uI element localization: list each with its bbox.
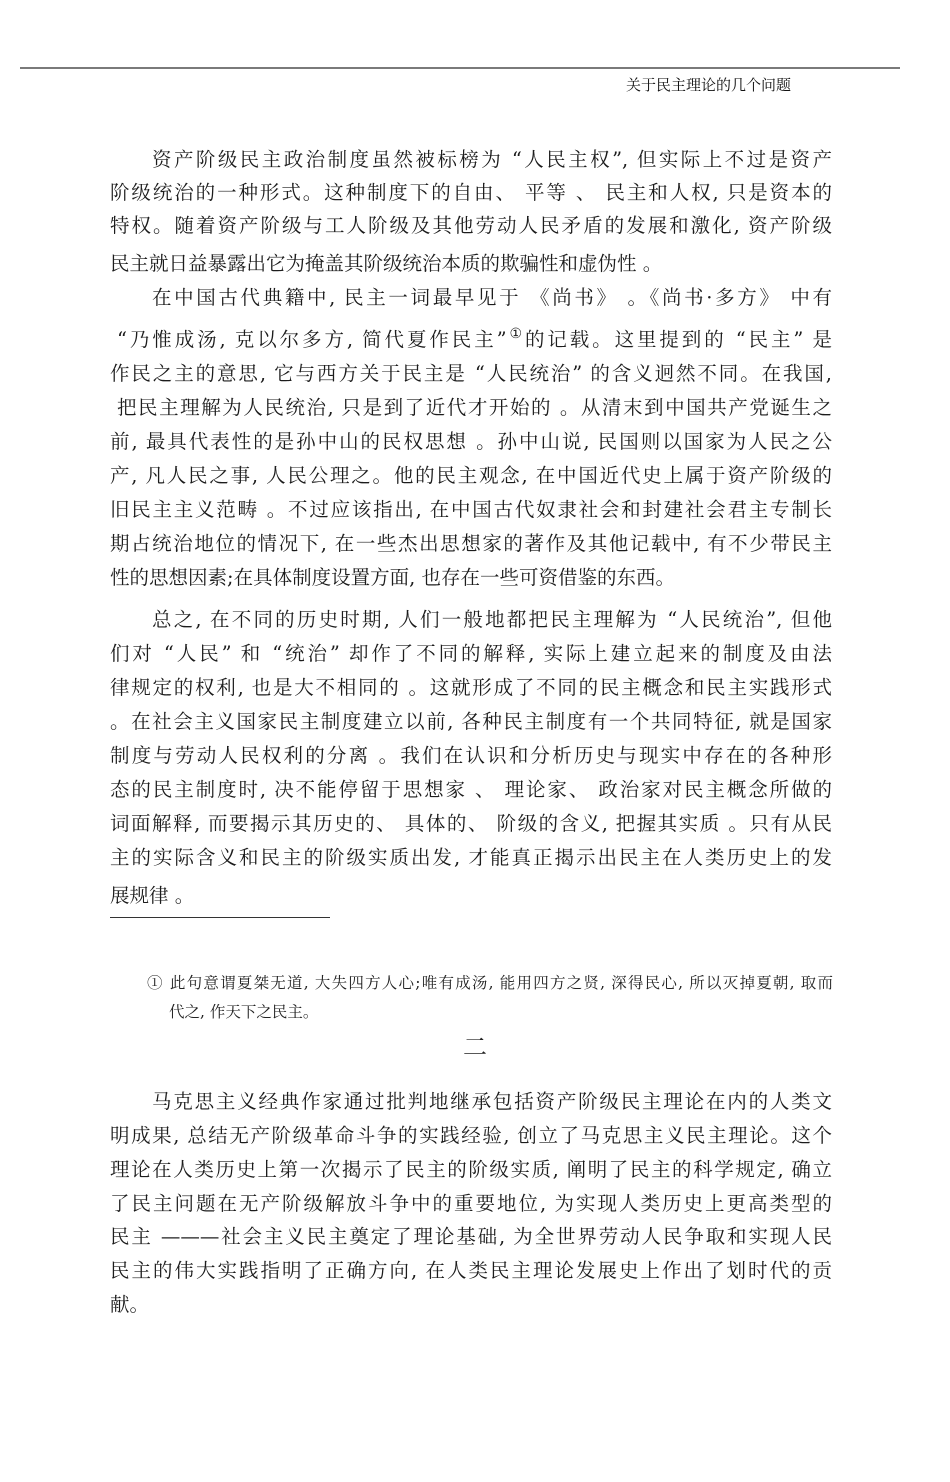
- paragraph-2-line-9: 性的思想因素;在具体制度设置方面, 也存在一些可资借鉴的东西。: [110, 566, 675, 589]
- paragraph-3-line-4: 。在社会主义国家民主制度建立以前, 各种民主制度有一个共同特征, 就是国家: [110, 710, 832, 733]
- section-line-6: 民主的伟大实践指明了正确方向, 在人类民主理论发展史上作出了划时代的贡: [110, 1259, 832, 1282]
- section-line-7: 献。: [110, 1293, 150, 1316]
- paragraph-3-line-6: 态的民主制度时, 决不能停留于思想家 、 理论家、 政治家对民主概念所做的: [110, 778, 832, 801]
- paragraph-1-line-4: 民主就日益暴露出它为掩盖其阶级统治本质的欺骗性和虚伪性 。: [110, 252, 663, 275]
- paragraph-2-line-5: 前, 最具代表性的是孙中山的民权思想 。孙中山说, 民国则以国家为人民之公: [110, 430, 832, 453]
- paragraph-3-line-3: 律规定的权利, 也是大不相同的 。这就形成了不同的民主概念和民主实践形式: [110, 676, 832, 699]
- running-title: 关于民主理论的几个问题: [626, 76, 792, 94]
- section-line-2: 明成果, 总结无产阶级革命斗争的实践经验, 创立了马克思主义民主理论。这个: [110, 1124, 832, 1147]
- section-line-4: 了民主问题在无产阶级解放斗争中的重要地位, 为实现人类历史上更高类型的: [110, 1192, 832, 1215]
- paragraph-1-line-3: 特权。随着资产阶级与工人阶级及其他劳动人民矛盾的发展和激化, 资产阶级: [110, 214, 832, 237]
- paragraph-3-line-8: 主的实际含义和民主的阶级实质出发, 才能真正揭示出民主在人类历史上的发: [110, 846, 832, 869]
- section-line-5: 民主 ———社会主义民主奠定了理论基础, 为全世界劳动人民争取和实现人民: [110, 1225, 832, 1248]
- header-rule: [20, 67, 900, 69]
- paragraph-3-line-1: 总之, 在不同的历史时期, 人们一般地都把民主理解为 “人民统治”, 但他: [152, 608, 832, 631]
- quote-shangshu: “乃惟成汤, 克以尔多方, 简代夏作民主”: [117, 328, 507, 351]
- paragraph-2-line-2: [117, 325, 832, 355]
- footnote-line-2: 代之, 作天下之民主。: [169, 1003, 319, 1021]
- footnote-text: 此句意谓夏桀无道, 大失四方人心;唯有成汤, 能用四方之贤, 深得民心, 所以灭掉夏朝, 取而: [169, 974, 833, 992]
- paragraph-3-line-7: 词面解释, 而要揭示其历史的、 具体的、 阶级的含义, 把握其实质 。只有从民: [110, 812, 832, 835]
- paragraph-2-line-4: 把民主理解为人民统治, 只是到了近代才开始的 。从清末到中国共产党诞生之: [117, 396, 832, 419]
- paragraph-2-line-7: 旧民主主义范畴 。不过应该指出, 在中国古代奴隶社会和封建社会君主专制长: [110, 498, 832, 521]
- paragraph-2-line-8: 期占统治地位的情况下, 在一些杰出思想家的著作及其他记载中, 有不少带民主: [110, 532, 832, 555]
- paragraph-2-line-6: 产, 凡人民之事, 人民公理之。他的民主观念, 在中国近代史上属于资产阶级的: [110, 464, 832, 487]
- paragraph-3-line-2: 们对 “人民” 和 “统治” 却作了不同的解释, 实际上建立起来的制度及由法: [110, 642, 832, 665]
- paragraph-1-line-2: 阶级统治的一种形式。这种制度下的自由、 平等 、 民主和人权, 只是资本的: [110, 181, 832, 204]
- footnote-line-1: [147, 971, 833, 995]
- section-line-3: 理论在人类历史上第一次揭示了民主的阶级实质, 阐明了民主的科学规定, 确立: [110, 1158, 832, 1181]
- paragraph-1-line-1: 资产阶级民主政治制度虽然被标榜为 “人民主权”, 但实际上不过是资产: [152, 148, 832, 171]
- footnote-marker: ①: [147, 974, 164, 992]
- paragraph-2-line-3: 作民之主的意思, 它与西方关于民主是 “人民统治” 的含义迥然不同。在我国,: [110, 362, 832, 385]
- paragraph-3-line-9: 展规律 。: [110, 884, 195, 907]
- footnote-reference[interactable]: ①: [506, 326, 525, 342]
- section-line-1: 马克思主义经典作家通过批判地继承包括资产阶级民主理论在内的人类文: [152, 1090, 832, 1113]
- paragraph-3-line-5: 制度与劳动人民权利的分离 。我们在认识和分析历史与现实中存在的各种形: [110, 744, 832, 767]
- footnote-separator: [110, 917, 330, 918]
- section-heading: 二: [463, 1033, 487, 1061]
- quote-continuation: 的记载。这里提到的 “民主” 是: [524, 328, 832, 351]
- paragraph-2-line-1: 在中国古代典籍中, 民主一词最早见于 《尚书》 。《尚书·多方》 中有: [152, 286, 832, 309]
